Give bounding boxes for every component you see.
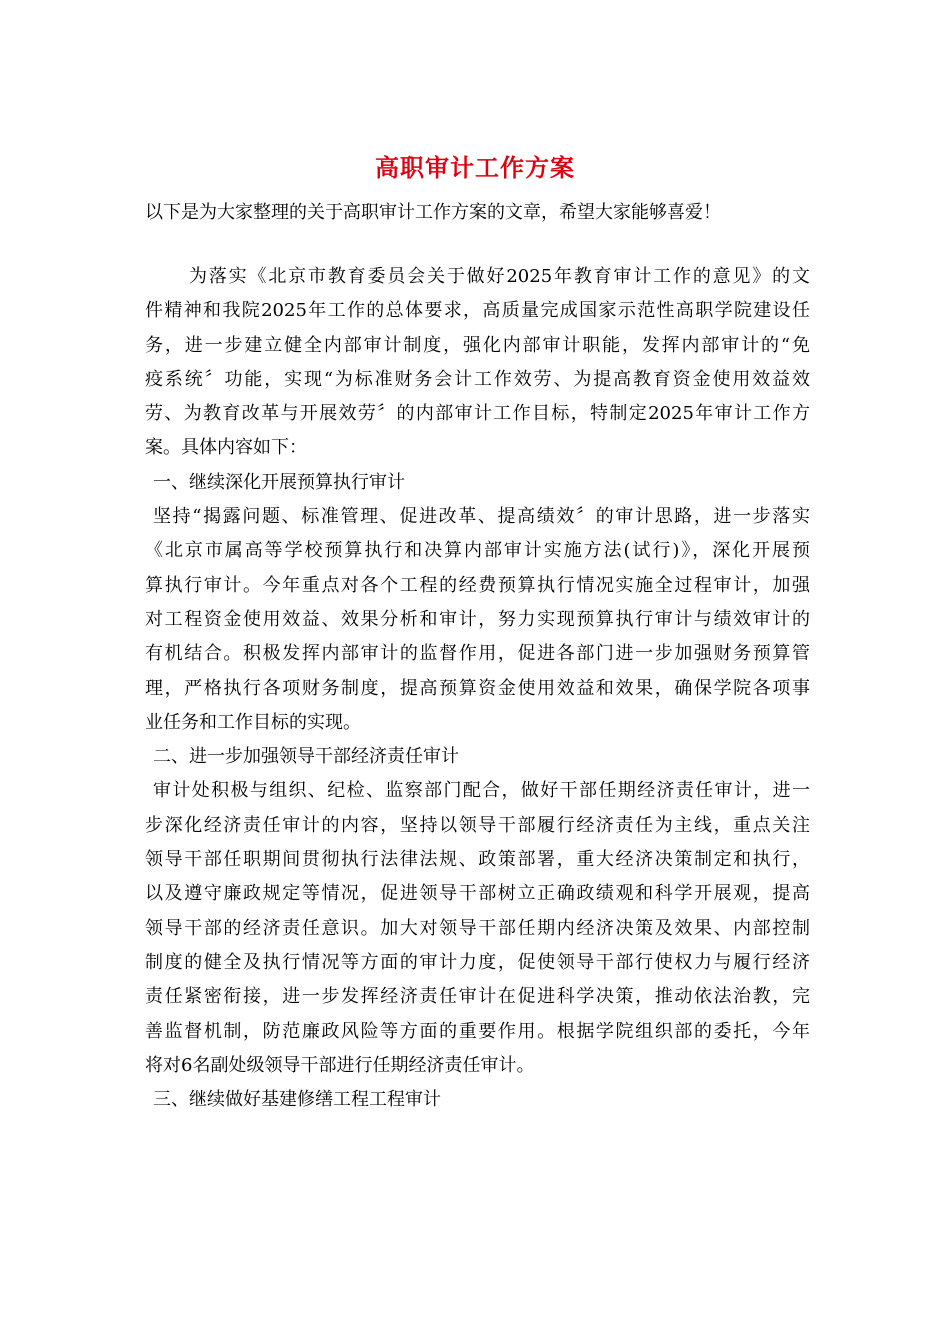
text-line: 为落实《北京市教育委员会关于做好2025年教育审计工作的意见》的文 [189, 266, 810, 287]
text-line: 算执行审计。今年重点对各个工程的经费预算执行情况实施全过程审计，加强 [145, 574, 810, 596]
text-line: 将对6名副处级领导干部进行任期经济责任审计。 [145, 1054, 535, 1076]
paragraph-3 [145, 774, 810, 1083]
text-line: 步深化经济责任审计的内容，坚持以领导干部履行经济责任为主线，重点关注 [145, 814, 810, 836]
text-line: 领导干部的经济责任意识。加大对领导干部任期内经济决策及效果、内部控制 [145, 917, 810, 939]
document-title: 高职审计工作方案 [375, 153, 575, 182]
text-line: 务，进一步建立健全内部审计制度，强化内部审计职能，发挥内部审计的“免 [145, 334, 810, 356]
text-line: 责任紧密衔接，进一步发挥经济责任审计在促进科学决策，推动依法治教，完 [145, 986, 810, 1008]
text-line: 理，严格执行各项财务制度，提高预算资金使用效益和效果，确保学院各项事 [145, 677, 810, 699]
section-heading-1: 一、继续深化开展预算执行审计 [153, 471, 405, 493]
text-line: 劳、为教育改革与开展效劳〞的内部审计工作目标，特制定2025年审计工作方 [145, 403, 810, 425]
text-line: 以及遵守廉政规定等情况，促进领导干部树立正确政绩观和科学开展观，提高 [145, 883, 810, 905]
text-line: 案。具体内容如下： [145, 437, 307, 459]
text-line: 件精神和我院2025年工作的总体要求，高质量完成国家示范性高职学院建设任 [145, 300, 810, 322]
text-line: 领导干部任职期间贯彻执行法律法规、政策部署，重大经济决策制定和执行， [145, 849, 810, 871]
text-line: 坚持“揭露问题、标准管理、促进改革、提高绩效〞的审计思路，进一步落实 [153, 506, 810, 528]
intro-line: 以下是为大家整理的关于高职审计工作方案的文章，希望大家能够喜爱！ [145, 202, 721, 223]
paragraph-1 [145, 260, 810, 466]
text-line: 《北京市属高等学校预算执行和决算内部审计实施方法(试行)》，深化开展预 [145, 540, 810, 562]
text-line: 善监督机制，防范廉政风险等方面的重要作用。根据学院组织部的委托，今年 [145, 1020, 810, 1042]
document-body [145, 260, 810, 1117]
text-line: 有机结合。积极发挥内部审计的监督作用，促进各部门进一步加强财务预算管 [145, 643, 810, 665]
text-line: 业任务和工作目标的实现。 [145, 711, 361, 733]
text-line: 对工程资金使用效益、效果分析和审计，努力实现预算执行审计与绩效审计的 [145, 608, 810, 630]
text-line: 制度的健全及执行情况等方面的审计力度，促使领导干部行使权力与履行经济 [145, 951, 810, 973]
section-heading-2: 二、进一步加强领导干部经济责任审计 [153, 746, 459, 768]
text-line: 审计处积极与组织、纪检、监察部门配合，做好干部任期经济责任审计，进一 [153, 780, 810, 802]
text-line: 疫系统〞功能，实现“为标准财务会计工作效劳、为提高教育资金使用效益效 [145, 368, 810, 390]
section-heading-3: 三、继续做好基建修缮工程工程审计 [153, 1089, 441, 1111]
paragraph-2 [145, 500, 810, 740]
